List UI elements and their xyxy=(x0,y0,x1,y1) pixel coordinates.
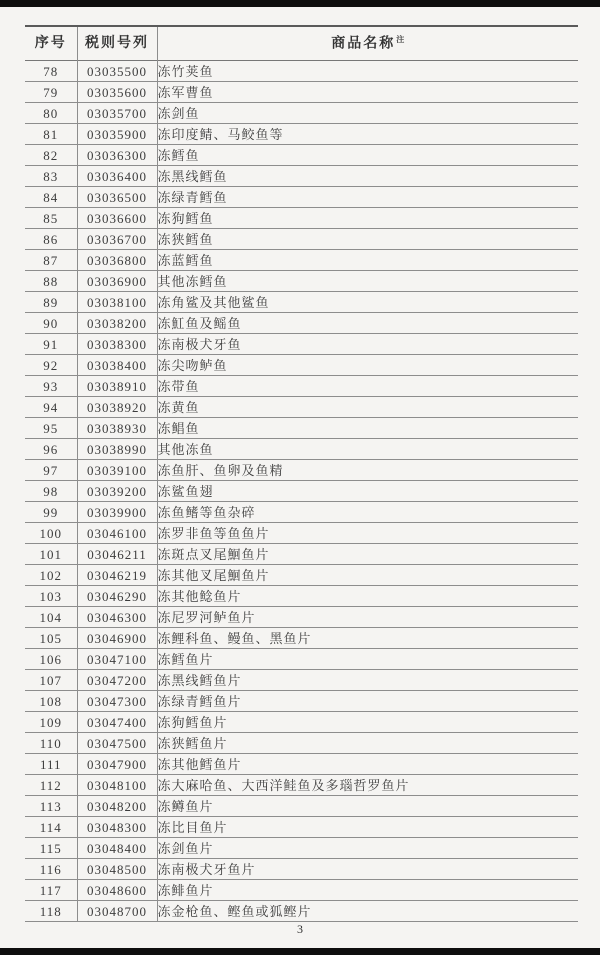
tariff-code-cell: 03047400 xyxy=(77,712,157,733)
serial-number-cell: 94 xyxy=(25,397,77,418)
product-name-cell: 冻狭鳕鱼片 xyxy=(157,733,578,754)
serial-number-cell: 86 xyxy=(25,229,77,250)
product-name-cell: 冻鳕鱼 xyxy=(157,145,578,166)
table-body xyxy=(25,61,578,922)
page-number: 3 xyxy=(297,922,303,936)
table-row xyxy=(25,586,578,607)
product-name-cell: 冻蓝鳕鱼 xyxy=(157,250,578,271)
product-name-cell: 冻鱼鳍等鱼杂碎 xyxy=(157,502,578,523)
serial-number-cell: 83 xyxy=(25,166,77,187)
table-row xyxy=(25,166,578,187)
tariff-code-cell: 03047200 xyxy=(77,670,157,691)
table-row xyxy=(25,61,578,82)
table-row xyxy=(25,481,578,502)
product-name-cell: 冻魟鱼及鳐鱼 xyxy=(157,313,578,334)
tariff-code-cell: 03048300 xyxy=(77,817,157,838)
tariff-code-cell: 03036300 xyxy=(77,145,157,166)
serial-number-cell: 88 xyxy=(25,271,77,292)
scan-edge-artifact-top xyxy=(0,0,600,7)
tariff-code-cell: 03036700 xyxy=(77,229,157,250)
product-name-cell: 冻大麻哈鱼、大西洋鲑鱼及多瑙哲罗鱼片 xyxy=(157,775,578,796)
tariff-code-cell: 03036400 xyxy=(77,166,157,187)
product-name-cell: 冻金枪鱼、鲣鱼或狐鲣片 xyxy=(157,901,578,922)
product-name-cell: 冻鲳鱼 xyxy=(157,418,578,439)
tariff-code-cell: 03038910 xyxy=(77,376,157,397)
tariff-code-cell: 03035500 xyxy=(77,61,157,82)
table-row xyxy=(25,628,578,649)
table-row xyxy=(25,754,578,775)
serial-number-cell: 78 xyxy=(25,61,77,82)
serial-number-cell: 104 xyxy=(25,607,77,628)
tariff-code-cell: 03038100 xyxy=(77,292,157,313)
product-name-cell: 冻黑线鳕鱼片 xyxy=(157,670,578,691)
tariff-code-cell: 03038300 xyxy=(77,334,157,355)
table-row xyxy=(25,859,578,880)
product-name-cell: 其他冻鳕鱼 xyxy=(157,271,578,292)
tariff-code-cell: 03047900 xyxy=(77,754,157,775)
tariff-code-cell: 03048700 xyxy=(77,901,157,922)
serial-number-cell: 109 xyxy=(25,712,77,733)
tariff-code-cell: 03046900 xyxy=(77,628,157,649)
table-row xyxy=(25,565,578,586)
table-row xyxy=(25,292,578,313)
scan-edge-artifact-bottom xyxy=(0,948,600,955)
product-name-cell: 冻尼罗河鲈鱼片 xyxy=(157,607,578,628)
tariff-table-header xyxy=(25,26,578,61)
tariff-code-cell: 03046211 xyxy=(77,544,157,565)
product-name-cell: 冻剑鱼 xyxy=(157,103,578,124)
serial-number-cell: 81 xyxy=(25,124,77,145)
serial-number-cell: 103 xyxy=(25,586,77,607)
serial-number-cell: 96 xyxy=(25,439,77,460)
table-row xyxy=(25,82,578,103)
tariff-code-cell: 03035900 xyxy=(77,124,157,145)
serial-number-cell: 117 xyxy=(25,880,77,901)
product-name-cell: 冻黑线鳕鱼 xyxy=(157,166,578,187)
product-name-cell: 冻剑鱼片 xyxy=(157,838,578,859)
product-name-cell: 冻印度鲭、马鲛鱼等 xyxy=(157,124,578,145)
tariff-code-cell: 03048200 xyxy=(77,796,157,817)
product-name-cell: 冻比目鱼片 xyxy=(157,817,578,838)
table-row xyxy=(25,817,578,838)
tariff-code-cell: 03046219 xyxy=(77,565,157,586)
serial-number-cell: 80 xyxy=(25,103,77,124)
table-row xyxy=(25,439,578,460)
tariff-code-cell: 03036500 xyxy=(77,187,157,208)
table-row xyxy=(25,880,578,901)
table-row xyxy=(25,523,578,544)
product-name-cell: 冻斑点叉尾鮰鱼片 xyxy=(157,544,578,565)
table-row xyxy=(25,334,578,355)
table-row xyxy=(25,145,578,166)
table-row xyxy=(25,229,578,250)
product-name-cell: 冻军曹鱼 xyxy=(157,82,578,103)
tariff-code-cell: 03047500 xyxy=(77,733,157,754)
serial-number-cell: 82 xyxy=(25,145,77,166)
product-name-cell: 冻其他鳕鱼片 xyxy=(157,754,578,775)
table-row xyxy=(25,355,578,376)
table-row xyxy=(25,775,578,796)
header-row xyxy=(25,26,578,61)
product-name-cell: 冻鱼肝、鱼卵及鱼精 xyxy=(157,460,578,481)
tariff-code-cell: 03046300 xyxy=(77,607,157,628)
product-name-cell: 冻黄鱼 xyxy=(157,397,578,418)
tariff-code-cell: 03038200 xyxy=(77,313,157,334)
product-name-cell: 冻罗非鱼等鱼鱼片 xyxy=(157,523,578,544)
product-name-cell: 冻鲤科鱼、鳗鱼、黑鱼片 xyxy=(157,628,578,649)
header-product-name-label: 商品名称 xyxy=(331,36,396,52)
product-name-cell: 冻尖吻鲈鱼 xyxy=(157,355,578,376)
header-product-name xyxy=(157,26,578,61)
serial-number-cell: 112 xyxy=(25,775,77,796)
serial-number-cell: 85 xyxy=(25,208,77,229)
product-name-cell: 冻竹荚鱼 xyxy=(157,61,578,82)
table-row xyxy=(25,544,578,565)
serial-number-cell: 97 xyxy=(25,460,77,481)
serial-number-cell: 89 xyxy=(25,292,77,313)
tariff-table xyxy=(25,25,578,921)
tariff-code-cell: 03035600 xyxy=(77,82,157,103)
serial-number-cell: 99 xyxy=(25,502,77,523)
serial-number-cell: 87 xyxy=(25,250,77,271)
product-name-cell: 冻鲱鱼片 xyxy=(157,880,578,901)
table-row xyxy=(25,691,578,712)
table-row xyxy=(25,187,578,208)
table-row xyxy=(25,271,578,292)
tariff-code-cell: 03039900 xyxy=(77,502,157,523)
product-name-cell: 冻南极犬牙鱼 xyxy=(157,334,578,355)
tariff-code-cell: 03048400 xyxy=(77,838,157,859)
table-row xyxy=(25,418,578,439)
serial-number-cell: 108 xyxy=(25,691,77,712)
tariff-code-cell: 03035700 xyxy=(77,103,157,124)
product-name-cell: 其他冻鱼 xyxy=(157,439,578,460)
serial-number-cell: 102 xyxy=(25,565,77,586)
product-name-cell: 冻狭鳕鱼 xyxy=(157,229,578,250)
serial-number-cell: 107 xyxy=(25,670,77,691)
table-row xyxy=(25,397,578,418)
tariff-code-cell: 03038990 xyxy=(77,439,157,460)
table-row xyxy=(25,838,578,859)
table-row xyxy=(25,103,578,124)
tariff-code-cell: 03038920 xyxy=(77,397,157,418)
table-row xyxy=(25,901,578,922)
tariff-code-cell: 03047100 xyxy=(77,649,157,670)
tariff-code-cell: 03048600 xyxy=(77,880,157,901)
serial-number-cell: 90 xyxy=(25,313,77,334)
tariff-code-cell: 03039200 xyxy=(77,481,157,502)
table-row xyxy=(25,208,578,229)
product-name-cell: 冻绿青鳕鱼 xyxy=(157,187,578,208)
product-name-cell: 冻绿青鳕鱼片 xyxy=(157,691,578,712)
table-row xyxy=(25,124,578,145)
table-row xyxy=(25,733,578,754)
header-tariff-code: 税则号列 xyxy=(77,26,157,61)
tariff-code-cell: 03047300 xyxy=(77,691,157,712)
product-name-cell: 冻其他鲶鱼片 xyxy=(157,586,578,607)
tariff-code-cell: 03038400 xyxy=(77,355,157,376)
serial-number-cell: 95 xyxy=(25,418,77,439)
product-name-cell: 冻狗鳕鱼 xyxy=(157,208,578,229)
product-name-cell: 冻其他叉尾鮰鱼片 xyxy=(157,565,578,586)
product-name-cell: 冻鲨鱼翅 xyxy=(157,481,578,502)
table-row xyxy=(25,796,578,817)
tariff-code-cell: 03036800 xyxy=(77,250,157,271)
header-serial-number: 序号 xyxy=(25,26,77,61)
serial-number-cell: 92 xyxy=(25,355,77,376)
product-name-cell: 冻南极犬牙鱼片 xyxy=(157,859,578,880)
product-name-cell: 冻角鲨及其他鲨鱼 xyxy=(157,292,578,313)
serial-number-cell: 93 xyxy=(25,376,77,397)
product-name-cell: 冻带鱼 xyxy=(157,376,578,397)
serial-number-cell: 113 xyxy=(25,796,77,817)
serial-number-cell: 101 xyxy=(25,544,77,565)
serial-number-cell: 116 xyxy=(25,859,77,880)
tariff-code-cell: 03036600 xyxy=(77,208,157,229)
product-name-cell: 冻鳕鱼片 xyxy=(157,649,578,670)
tariff-code-cell: 03048100 xyxy=(77,775,157,796)
table-row xyxy=(25,502,578,523)
serial-number-cell: 98 xyxy=(25,481,77,502)
serial-number-cell: 106 xyxy=(25,649,77,670)
serial-number-cell: 91 xyxy=(25,334,77,355)
serial-number-cell: 100 xyxy=(25,523,77,544)
table-row xyxy=(25,607,578,628)
serial-number-cell: 110 xyxy=(25,733,77,754)
serial-number-cell: 84 xyxy=(25,187,77,208)
serial-number-cell: 114 xyxy=(25,817,77,838)
serial-number-cell: 118 xyxy=(25,901,77,922)
table-row xyxy=(25,649,578,670)
serial-number-cell: 105 xyxy=(25,628,77,649)
tariff-code-cell: 03046100 xyxy=(77,523,157,544)
header-note-superscript: 注 xyxy=(396,34,405,44)
product-name-cell: 冻鳟鱼片 xyxy=(157,796,578,817)
tariff-code-cell: 03046290 xyxy=(77,586,157,607)
serial-number-cell: 79 xyxy=(25,82,77,103)
tariff-code-cell: 03039100 xyxy=(77,460,157,481)
table-row xyxy=(25,376,578,397)
table-row xyxy=(25,250,578,271)
tariff-code-cell: 03038930 xyxy=(77,418,157,439)
tariff-code-cell: 03036900 xyxy=(77,271,157,292)
serial-number-cell: 115 xyxy=(25,838,77,859)
table-row xyxy=(25,313,578,334)
table-row xyxy=(25,460,578,481)
serial-number-cell: 111 xyxy=(25,754,77,775)
table-row xyxy=(25,712,578,733)
tariff-code-cell: 03048500 xyxy=(77,859,157,880)
table-row xyxy=(25,670,578,691)
product-name-cell: 冻狗鳕鱼片 xyxy=(157,712,578,733)
